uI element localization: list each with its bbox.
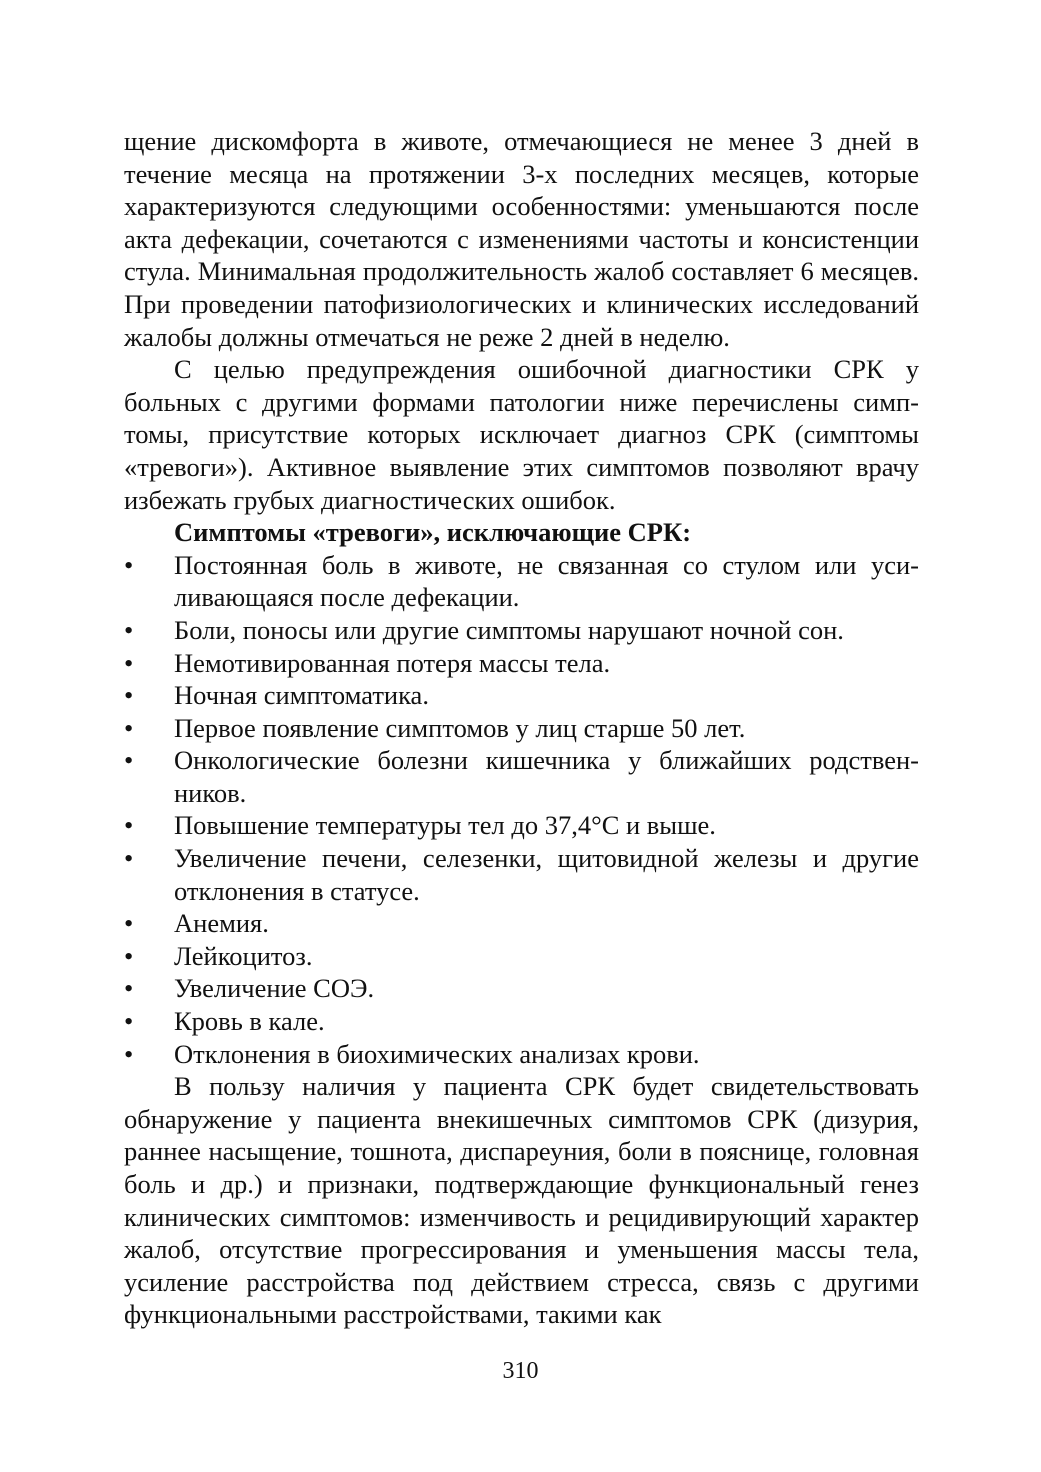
list-item: • Ночная симптоматика.: [124, 680, 429, 711]
list-item: • Отклонения в биохимических анализах крови.: [124, 1038, 700, 1069]
paragraph-differential-diagnosis: С целью предупреждения ошибочной диагностики СРК у больных с другими формами патологии ниже перечислены симптомы, присутствие которых исключает диагноз СРК (симптомы «тревоги»). Активное выявление этих симптомов позволяют врачу избежать грубых диагностических ошибок.: [124, 354, 919, 515]
bullet-icon: •: [124, 647, 134, 678]
list-item: • Анемия.: [124, 908, 269, 939]
list-item: • Онкологические болезни кишечника у ближайших родственников.: [124, 745, 919, 808]
paragraph-continuation: щение дискомфорта в животе, отмечающиеся не менее 3 дней в течение месяца на протяжении 3-х последних месяцев, которые характеризуются следующими особенностями: уменьшаются после акта дефекации, сочетаются с изменениями частоты и консистенции стула. Минимальная продолжительность жалоб составляет 6 месяцев. При проведении патофизиологических и клинических исследований жалобы должны отмечаться не реже 2 дней в неделю.: [124, 126, 919, 352]
paragraph-supporting-evidence: В пользу наличия у пациента СРК будет свидетельствовать обнаружение у пациента внекишечных симптомов СРК (дизурия, раннее насыщение, тошнота, диспареуния, боли в пояснице, головная боль и др.) и признаки, подтверждающие функциональный генез клинических симптомов: изменчивость и рецидивирующий характер жалоб, отсутствие прогрессирования и уменьшения массы тела, усиление расстройства под действием стресса, связь с другими функциональными расстройствами, такими как: [124, 1071, 919, 1330]
page-body: [124, 125, 919, 1331]
bullet-icon: •: [124, 1038, 134, 1069]
list-item: • Кровь в кале.: [124, 1006, 325, 1037]
alarm-symptoms-heading: Симптомы «тревоги», исключающие СРК:: [174, 517, 692, 548]
bullet-icon: •: [124, 712, 134, 743]
list-item: • Увеличение печени, селезенки, щитовидной железы и другие отклонения в статусе.: [124, 843, 919, 906]
bullet-icon: •: [124, 940, 134, 971]
bullet-icon: •: [124, 843, 134, 874]
bullet-icon: •: [124, 973, 134, 1004]
list-item: • Лейкоцитоз.: [124, 940, 313, 971]
bullet-icon: •: [124, 810, 134, 841]
page-number: 310: [502, 1358, 539, 1384]
bullet-icon: •: [124, 680, 134, 711]
bullet-icon: •: [124, 549, 134, 580]
list-item: • Первое появление симптомов у лиц старше 50 лет.: [124, 712, 746, 743]
list-item: • Немотивированная потеря массы тела.: [124, 647, 611, 678]
list-item: • Боли, поносы или другие симптомы нарушают ночной сон.: [124, 614, 844, 645]
alarm-symptoms-list: [124, 549, 919, 1071]
bullet-icon: •: [124, 745, 134, 776]
list-item: • Повышение температуры тел до 37,4°С и выше.: [124, 810, 716, 841]
list-item: • Постоянная боль в животе, не связанная со стулом или усиливающаяся после дефекации.: [124, 549, 919, 613]
bullet-icon: •: [124, 614, 134, 645]
bullet-icon: •: [124, 1006, 134, 1037]
list-item: • Увеличение СОЭ.: [124, 973, 375, 1004]
bullet-icon: •: [124, 908, 134, 939]
